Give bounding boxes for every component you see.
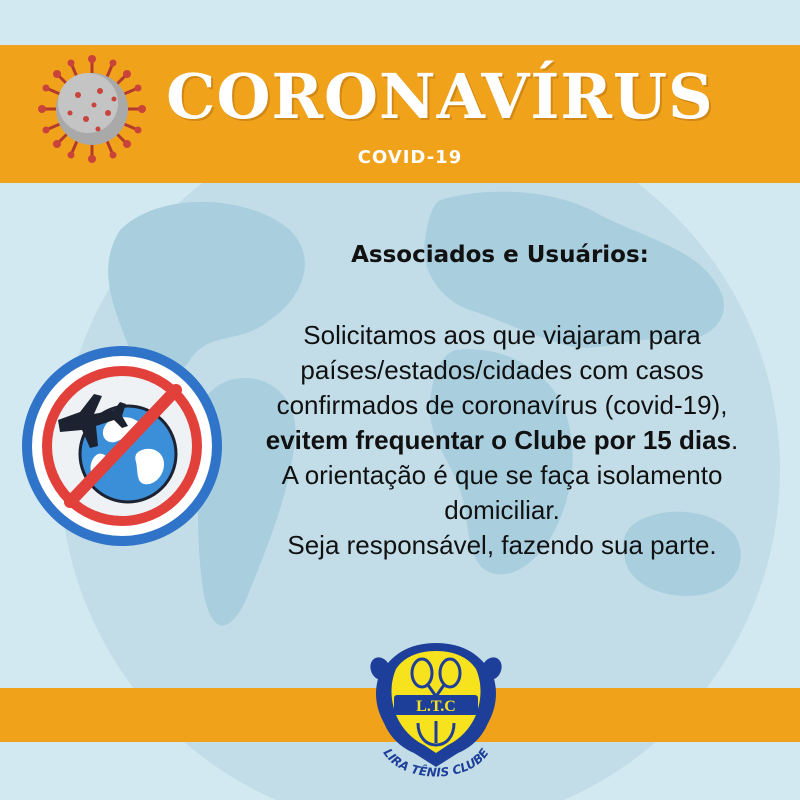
message-emphasis-end: .	[731, 425, 739, 455]
message-line: Seja responsável, fazendo sua parte.	[287, 530, 717, 560]
no-travel-sign-icon	[18, 342, 226, 550]
message-body	[226, 318, 778, 563]
message-line: domiciliar.	[444, 495, 560, 525]
message-line: A orientação é que se faça isolamento	[281, 460, 723, 490]
coronavirus-icon	[38, 55, 146, 163]
message-line: confirmados de coronavírus (covid-19),	[276, 390, 728, 420]
message-heading: Associados e Usuários:	[351, 242, 649, 268]
message-line: países/estados/cidades com casos	[300, 355, 704, 385]
subtitle: COVID-19	[357, 147, 463, 168]
logo-club-name: LIRA TÊNIS CLUBE	[380, 745, 492, 780]
club-logo	[362, 637, 510, 797]
message-line: Solicitamos aos que viajaram para	[303, 320, 701, 350]
message-emphasis: evitem frequentar o Clube por 15 dias	[265, 425, 731, 455]
message-emphasis-line	[226, 423, 778, 458]
page-title: CORONAVÍRUS	[166, 60, 714, 133]
logo-initials: L.T.C	[416, 698, 456, 715]
